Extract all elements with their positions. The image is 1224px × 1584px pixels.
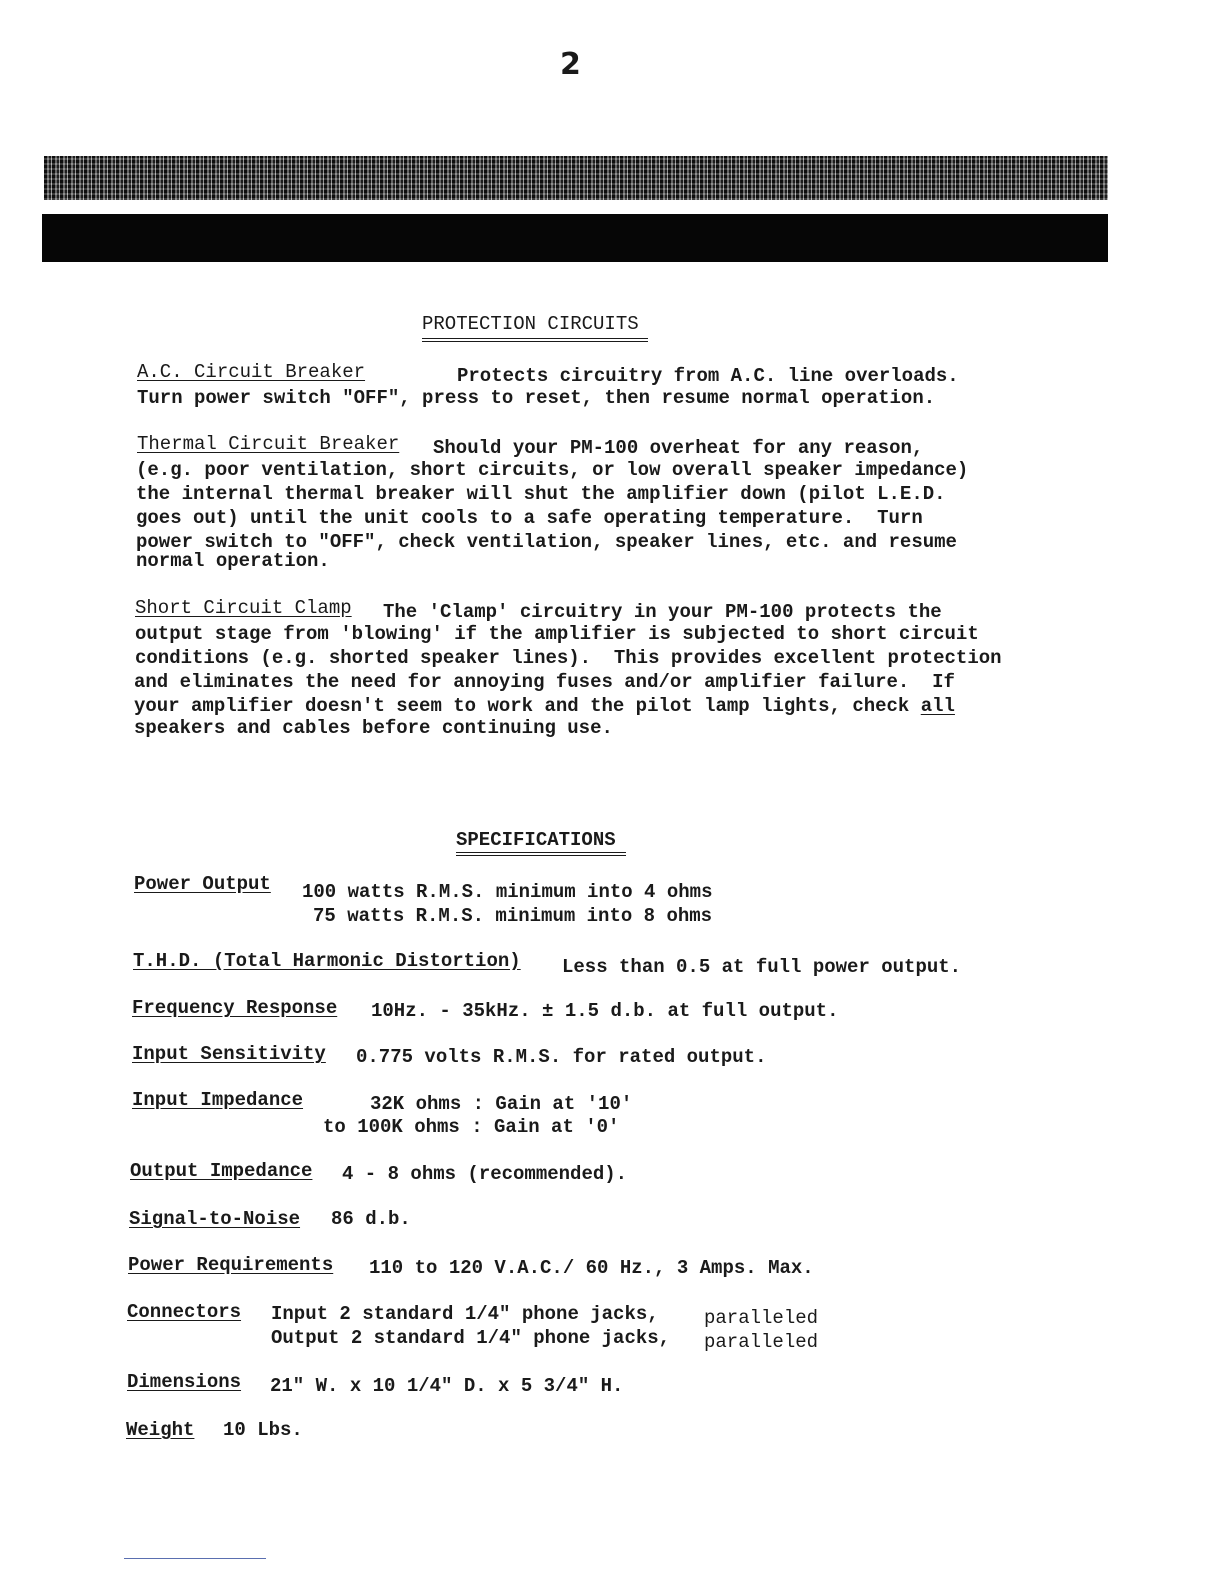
input-impedance-term: Input Impedance	[132, 1089, 304, 1111]
clamp-line5-emphasis: all	[920, 695, 955, 717]
ac-breaker-term: A.C. Circuit Breaker	[137, 361, 366, 383]
bottom-rule	[124, 1558, 266, 1559]
power-req-term: Power Requirements	[128, 1254, 334, 1276]
clamp-term: Short Circuit Clamp	[135, 597, 352, 619]
weight-term: Weight	[126, 1419, 195, 1441]
connectors-term: Connectors	[127, 1301, 242, 1323]
ac-breaker-line2: Turn power switch "OFF", press to reset, then resume normal operation.	[137, 387, 936, 409]
thermal-breaker-term: Thermal Circuit Breaker	[137, 433, 400, 455]
dimensions-term: Dimensions	[127, 1371, 242, 1393]
power-output-term: Power Output	[134, 873, 271, 895]
thd-term: T.H.D. (Total Harmonic Distortion)	[133, 950, 521, 972]
dimensions-value: 21" W. x 10 1/4" D. x 5 3/4" H.	[270, 1375, 624, 1397]
thermal-line2: (e.g. poor ventilation, short circuits, or low overall speaker impedance)	[136, 459, 969, 481]
frequency-value: 10Hz. - 35kHz. ± 1.5 d.b. at full output.	[371, 1000, 839, 1022]
input-impedance-line2: to 100K ohms : Gain at '0'	[323, 1116, 620, 1138]
sensitivity-term: Input Sensitivity	[132, 1043, 326, 1065]
connectors-line2-suffix: paralleled	[704, 1331, 819, 1353]
clamp-line5	[134, 694, 955, 718]
output-impedance-value: 4 - 8 ohms (recommended).	[342, 1163, 628, 1185]
specs-heading: SPECIFICATIONS	[456, 829, 616, 851]
connectors-line2: Output 2 standard 1/4" phone jacks,	[271, 1327, 671, 1349]
clamp-line6: speakers and cables before continuing use.	[134, 717, 613, 739]
power-output-line1: 100 watts R.M.S. minimum into 4 ohms	[302, 881, 713, 903]
thermal-line1: Should your PM-100 overheat for any reason,	[433, 437, 924, 459]
connectors-line1-suffix: paralleled	[704, 1307, 819, 1329]
protection-heading-underline	[422, 338, 648, 342]
snr-value: 86 d.b.	[331, 1208, 411, 1230]
thd-value: Less than 0.5 at full power output.	[562, 956, 962, 978]
thermal-line4: goes out) until the unit cools to a safe operating temperature. Turn	[136, 507, 923, 529]
sensitivity-value: 0.775 volts R.M.S. for rated output.	[356, 1046, 767, 1068]
page-number: 2	[560, 47, 581, 82]
protection-heading: PROTECTION CIRCUITS	[422, 313, 639, 335]
thermal-line5: power switch to "OFF", check ventilation, speaker lines, etc. and resume	[136, 531, 957, 553]
weight-value: 10 Lbs.	[223, 1419, 303, 1441]
clamp-line5-text: your amplifier doesn't seem to work and the pilot lamp lights, check	[134, 695, 910, 717]
frequency-term: Frequency Response	[132, 997, 338, 1019]
clamp-line2: output stage from 'blowing' if the amplifier is subjected to short circuit	[135, 623, 979, 645]
power-req-value: 110 to 120 V.A.C./ 60 Hz., 3 Amps. Max.	[369, 1257, 814, 1279]
thermal-line3: the internal thermal breaker will shut the amplifier down (pilot L.E.D.	[136, 483, 946, 505]
clamp-line4: and eliminates the need for annoying fuses and/or amplifier failure. If	[134, 671, 955, 693]
clamp-line1: The 'Clamp' circuitry in your PM-100 protects the	[383, 601, 942, 623]
header-band-textured	[44, 156, 1108, 200]
thermal-line6: normal operation.	[136, 550, 330, 572]
input-impedance-line1: 32K ohms : Gain at '10'	[370, 1093, 633, 1115]
header-band-solid	[42, 214, 1108, 262]
output-impedance-term: Output Impedance	[130, 1160, 313, 1182]
ac-breaker-line1: Protects circuitry from A.C. line overloads.	[457, 365, 959, 387]
connectors-line1: Input 2 standard 1/4" phone jacks,	[271, 1303, 659, 1325]
specs-heading-underline	[456, 852, 626, 856]
clamp-line3: conditions (e.g. shorted speaker lines). This provides excellent protection	[135, 647, 1002, 669]
snr-term: Signal-to-Noise	[129, 1208, 301, 1230]
power-output-line2: 75 watts R.M.S. minimum into 8 ohms	[313, 905, 713, 927]
